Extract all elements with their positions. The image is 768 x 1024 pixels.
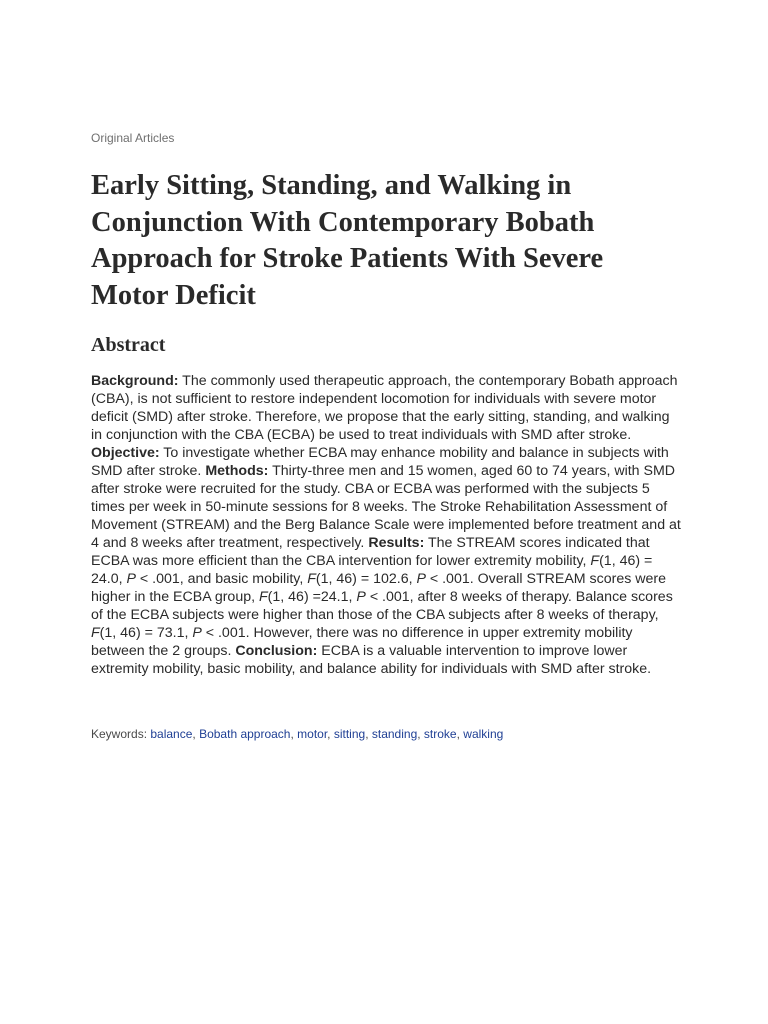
keyword-link-standing[interactable]: standing	[371, 727, 418, 741]
results-label: Results:	[368, 535, 425, 551]
background-label: Background:	[91, 373, 179, 389]
conclusion-label: Conclusion:	[235, 643, 318, 659]
keyword-link-bobath-approach[interactable]: Bobath approach	[199, 727, 291, 741]
methods-text: Thirty-three men and 15 women, aged 60 to 74 years, with SMD after stroke were recruited for the study. CBA or ECBA was performed with the subjects 5 times per week in 50-minute sessions for 8 weeks. The Stroke Rehabilitation Assessment of Movement (STREAM) and the Berg Balance Scale were implemented before treatment and at 4 and 8 weeks after treatment, respectively.	[91, 463, 681, 551]
conclusion-text: ECBA is a valuable intervention to improve lower extremity mobility, basic mobility, and balance ability for individuals with SMD after stroke.	[91, 643, 652, 677]
results-text: < .001, after 8 weeks of therapy. Balance scores of the ECBA subjects were higher than those of the CBA subjects after 8 weeks of therapy,	[91, 589, 673, 623]
objective-label: Objective:	[91, 445, 160, 461]
stat-f: F	[307, 571, 316, 587]
abstract-body	[91, 372, 681, 678]
keyword-separator: ,	[456, 727, 464, 741]
results-text: (1, 46) = 73.1,	[99, 625, 193, 641]
results-text: < .001. However, there was no difference in upper extremity mobility between the 2 groups.	[91, 625, 633, 659]
keyword-link-motor[interactable]: motor	[297, 727, 328, 741]
results-text: (1, 46) = 102.6,	[315, 571, 417, 587]
stat-p: P	[192, 625, 202, 641]
keyword-separator: ,	[192, 727, 200, 741]
stat-f: F	[259, 589, 268, 605]
keyword-link-sitting[interactable]: sitting	[333, 727, 366, 741]
keywords-label: Keywords:	[91, 727, 151, 741]
keyword-separator: ,	[365, 727, 372, 741]
stat-f: F	[91, 625, 100, 641]
stat-f: F	[590, 553, 600, 569]
keyword-link-walking[interactable]: walking	[463, 727, 504, 741]
stat-p: P	[416, 571, 426, 587]
section-label: Original Articles	[91, 131, 175, 145]
article-title: Early Sitting, Standing, and Walking in Conjunction With Contemporary Bobath Approach for Stroke Patients With Severe Motor Deficit	[91, 170, 604, 311]
results-text: (1, 46) =24.1,	[267, 589, 357, 605]
results-text: < .001, and basic mobility,	[135, 571, 308, 587]
methods-label: Methods:	[205, 463, 269, 479]
background-text: The commonly used therapeutic approach, the contemporary Bobath approach (CBA), is not sufficient to restore independent locomotion for individuals with severe motor deficit (SMD) after stroke. Therefore, we propose that the early sitting, standing, and walking in conjunction with the CBA (ECBA) be used to treat individuals with SMD after stroke.	[91, 373, 678, 443]
stat-p: P	[126, 571, 136, 587]
results-text: The STREAM scores indicated that ECBA was more efficient than the CBA intervention for lower extremity mobility,	[91, 535, 650, 569]
keyword-separator: ,	[327, 727, 334, 741]
keywords-line	[91, 726, 681, 742]
results-text: < .001. Overall STREAM scores were higher in the ECBA group,	[91, 571, 667, 605]
results-text: (1, 46) = 24.0,	[91, 553, 653, 587]
abstract-heading: Abstract	[91, 334, 166, 356]
keyword-link-stroke[interactable]: stroke	[423, 727, 457, 741]
stat-p: P	[356, 589, 366, 605]
keyword-link-balance[interactable]: balance	[150, 727, 193, 741]
keyword-separator: ,	[290, 727, 298, 741]
objective-text: To investigate whether ECBA may enhance mobility and balance in subjects with SMD after stroke.	[91, 445, 669, 479]
keyword-separator: ,	[417, 727, 424, 741]
